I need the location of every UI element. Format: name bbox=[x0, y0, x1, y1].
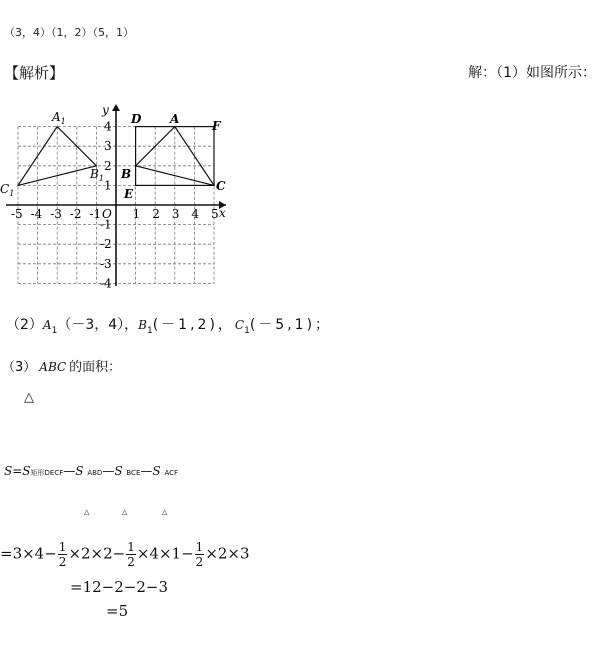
x-tick-label: -3 bbox=[50, 207, 62, 221]
x-tick-label: -1 bbox=[89, 207, 102, 221]
x-tick-label: 3 bbox=[171, 207, 180, 221]
a1-name: A bbox=[42, 318, 52, 332]
x-tick-label: -2 bbox=[69, 207, 82, 221]
x-tick-label: -5 bbox=[11, 207, 23, 221]
y-tick-label: -4 bbox=[100, 276, 112, 290]
x-axis-label: x bbox=[219, 206, 226, 220]
image-point-labels bbox=[0, 110, 104, 198]
part2-coordinates: $(2)A_1(-3$，4），$B_1(-1,2)$，$C_1(-5,1)$； bbox=[6, 317, 333, 336]
y-tick-label: -3 bbox=[100, 256, 112, 271]
a1-value: （－3，4）， bbox=[57, 317, 139, 333]
fraction-half: $\frac{1}{2}$ bbox=[127, 540, 135, 569]
y-tick-label: -1 bbox=[100, 217, 112, 232]
triangle-mark-acf: △ bbox=[162, 508, 168, 516]
fraction-half: $\frac{1}{2}$ bbox=[58, 540, 67, 569]
b1-value: (－1,2)， bbox=[152, 317, 235, 333]
area-formula: S=S矩形DECF—S ABD—S BCE—S ACF bbox=[4, 464, 179, 478]
x-tick-label: 5 bbox=[211, 207, 219, 221]
fraction-half: $\frac{1}{2}$ bbox=[195, 540, 204, 569]
y-axis-label: y bbox=[102, 103, 109, 117]
part3-heading: （3） ABC 的面积： bbox=[2, 360, 122, 375]
y-tick-label: 1 bbox=[104, 178, 112, 193]
rectangle-decf bbox=[136, 127, 214, 186]
label-c: C bbox=[216, 179, 226, 193]
c1-name: C bbox=[234, 318, 245, 332]
x-tick-label: 4 bbox=[191, 207, 200, 221]
label-a: A bbox=[170, 112, 180, 126]
label-b: B bbox=[121, 167, 132, 181]
label-a1: $A_1$ bbox=[52, 110, 66, 126]
x-tick-labels bbox=[11, 207, 219, 221]
origin-label: O bbox=[102, 207, 112, 221]
x-tick-label: 1 bbox=[132, 207, 141, 221]
label-b1: $B_1$ bbox=[90, 167, 104, 183]
y-tick-label: -2 bbox=[100, 237, 112, 252]
analysis-heading: 【解析】 bbox=[4, 64, 65, 82]
triangle-abc bbox=[136, 127, 214, 186]
triangle-a1b1c1 bbox=[18, 127, 96, 186]
calc-line-1: =3×4− $\frac{1}{2}$ ×2×2− $\frac{1}{2}$ ×4×1− $\frac{1}{2}$ ×2×3 bbox=[0, 540, 250, 569]
part2-prefix: （2） bbox=[6, 317, 43, 333]
c1-value: (－5,1)； bbox=[249, 317, 333, 333]
x-tick-label: 2 bbox=[152, 207, 160, 221]
axes bbox=[6, 103, 226, 286]
calc-line-3: =5 bbox=[106, 602, 129, 620]
x-tick-label: -4 bbox=[30, 207, 43, 221]
b1-name: B bbox=[138, 318, 147, 332]
calc-line-2: =12−2−2−3 bbox=[70, 578, 168, 596]
solution-intro: 解：（1）如图所示： bbox=[468, 65, 596, 81]
y-tick-label: 4 bbox=[104, 119, 112, 134]
label-c1: $C_1$ bbox=[0, 182, 15, 198]
triangle-mark-abd: △ bbox=[84, 508, 90, 516]
y-tick-label: 2 bbox=[104, 158, 112, 173]
label-f: F bbox=[212, 119, 221, 133]
triangle-symbol: △ bbox=[24, 390, 34, 405]
label-e: E bbox=[124, 187, 134, 201]
answer-summary: （3，4）（1，2）（5，1） bbox=[4, 26, 134, 39]
y-tick-label: 3 bbox=[104, 139, 112, 154]
label-d: D bbox=[131, 112, 142, 126]
coordinate-figure bbox=[0, 100, 240, 290]
triangle-mark-bce: △ bbox=[122, 508, 128, 516]
